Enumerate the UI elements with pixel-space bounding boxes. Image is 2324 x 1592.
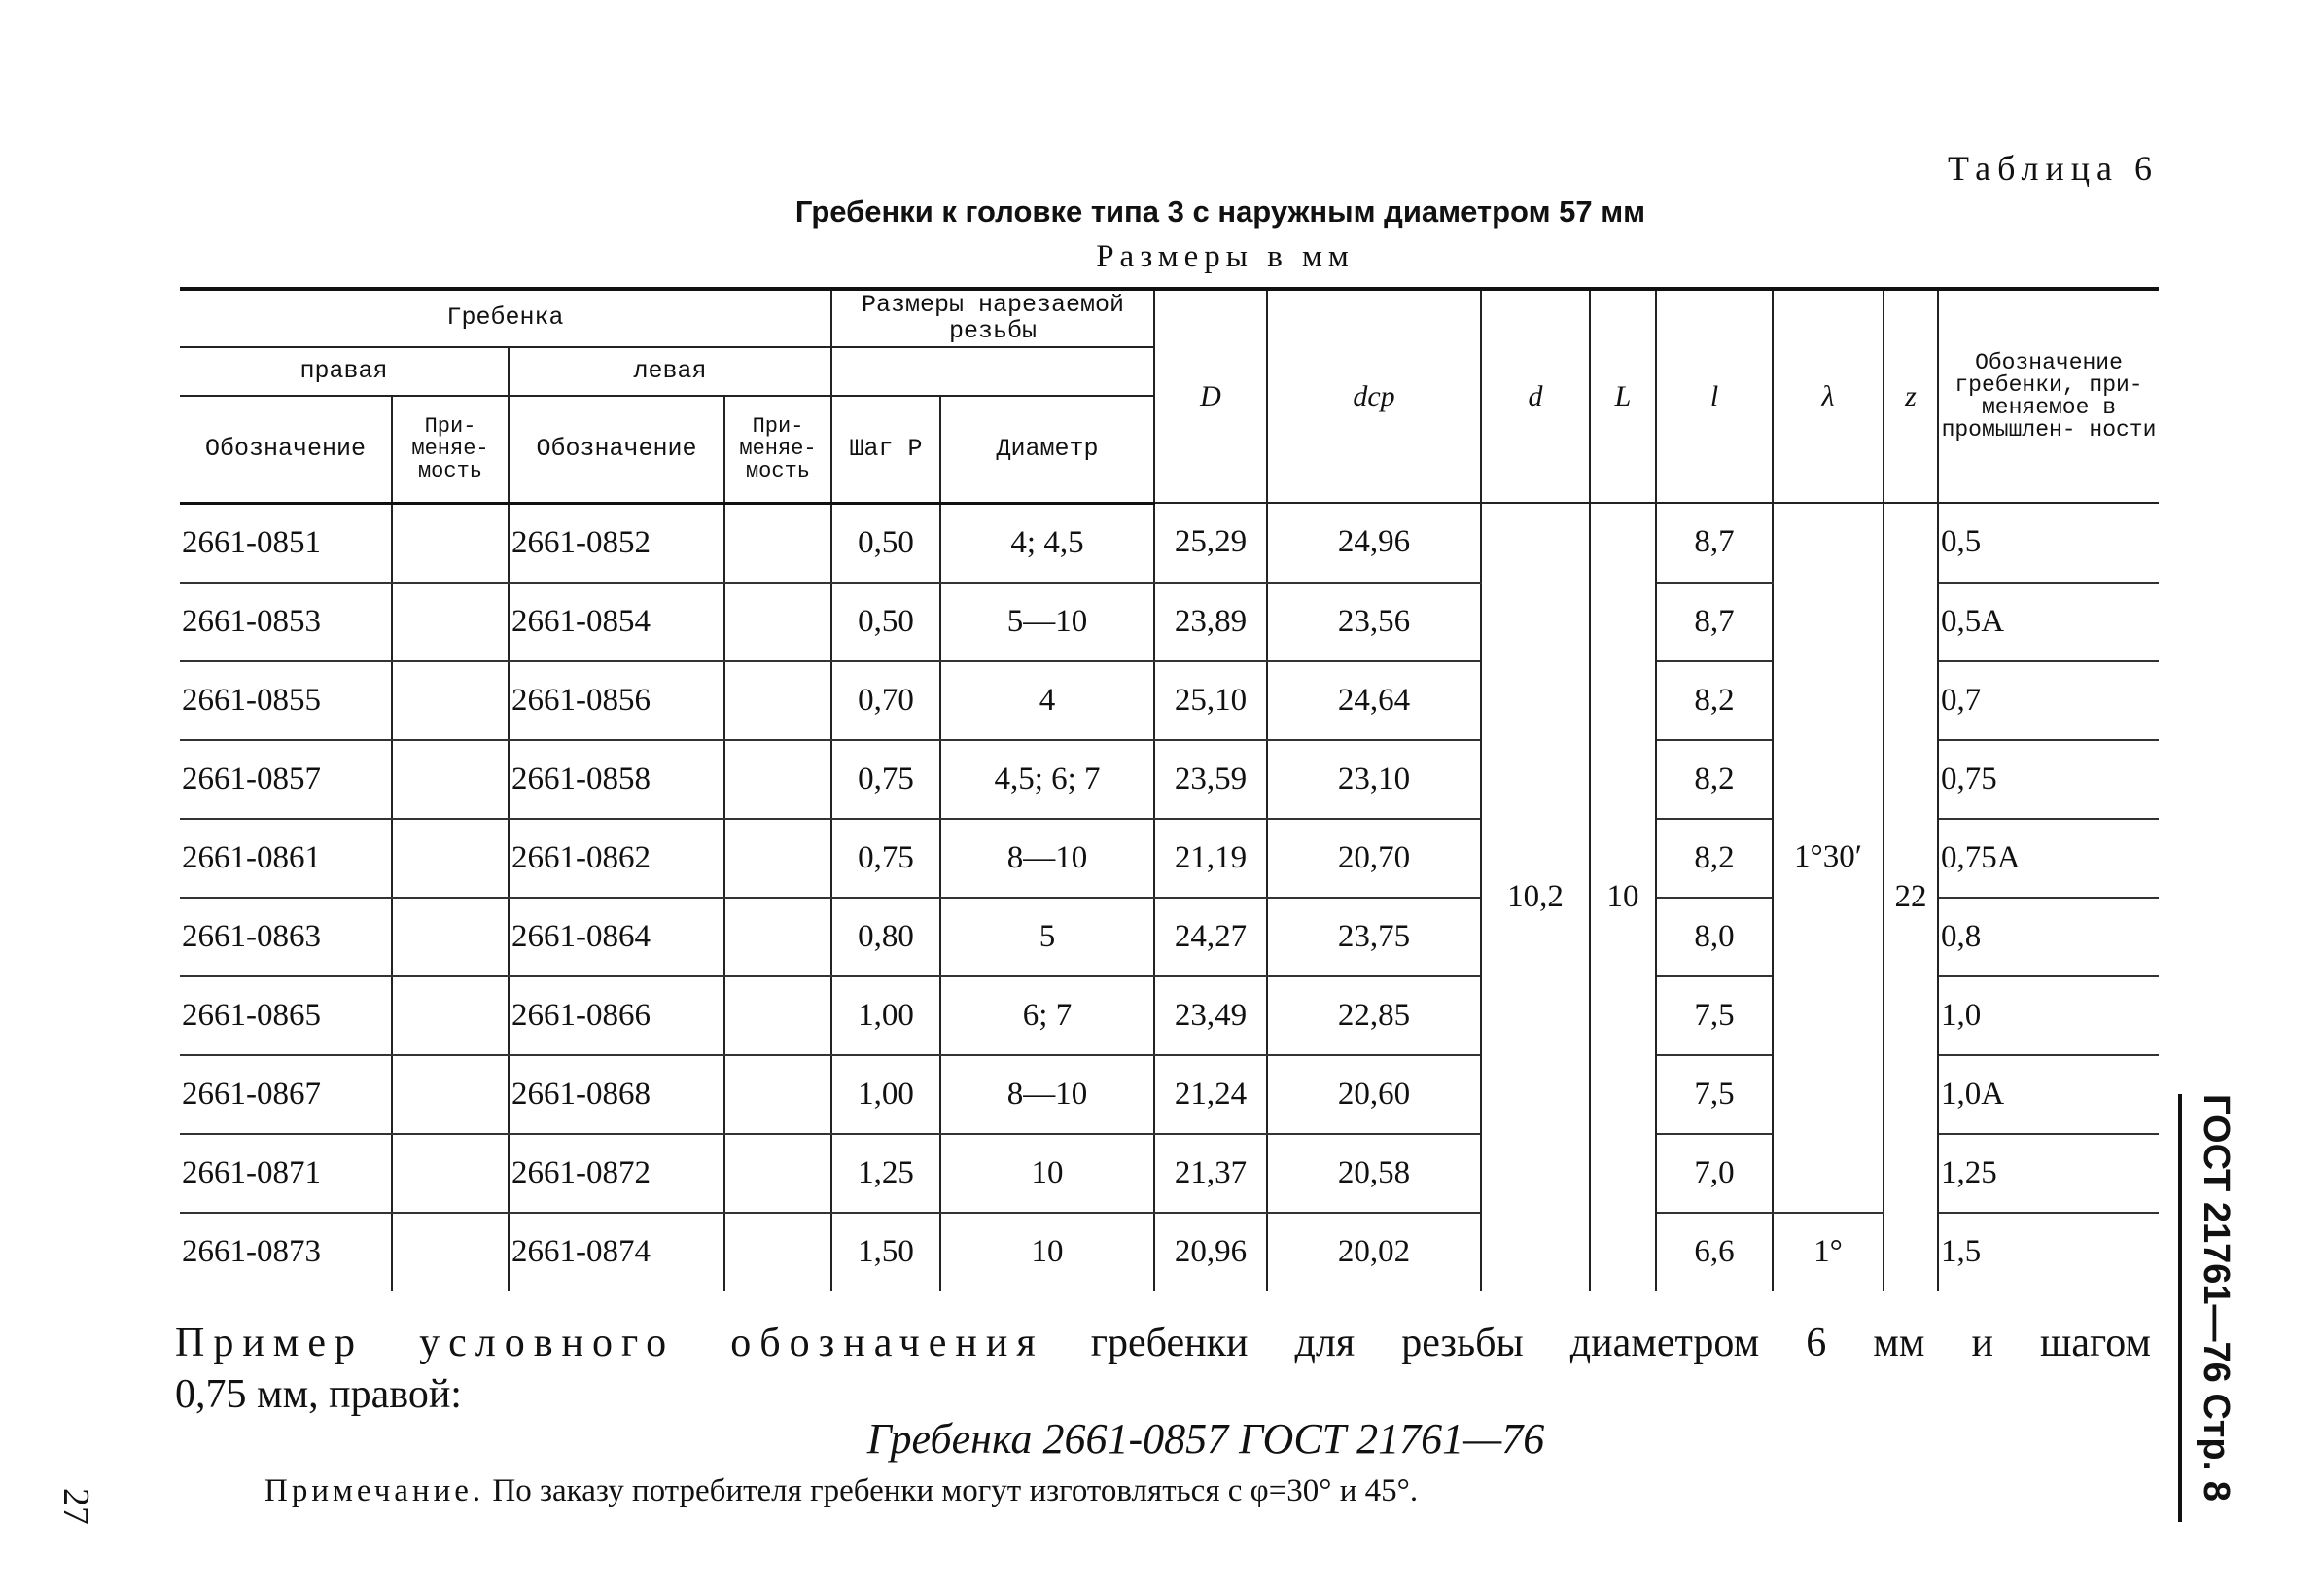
diameter-cell: 8—10 bbox=[940, 1055, 1154, 1134]
dcp-cell: 23,56 bbox=[1267, 583, 1481, 661]
D-cell: 21,37 bbox=[1154, 1134, 1267, 1213]
header-grebenka: Гребенка bbox=[180, 289, 831, 347]
right-designation-cell: 2661-0873 bbox=[180, 1213, 392, 1291]
right-designation-cell: 2661-0865 bbox=[180, 976, 392, 1055]
left-designation-cell: 2661-0874 bbox=[509, 1213, 724, 1291]
right-designation-cell: 2661-0857 bbox=[180, 740, 392, 819]
header-L: L bbox=[1590, 289, 1656, 503]
header-industry-designation: Обозначение гребенки, при- меняемое в промышлен- ности bbox=[1938, 289, 2159, 503]
left-applicability-cell bbox=[724, 583, 831, 661]
left-applicability-cell bbox=[724, 898, 831, 976]
left-designation-cell: 2661-0864 bbox=[509, 898, 724, 976]
right-applicability-cell bbox=[392, 976, 509, 1055]
l-cell: 7,5 bbox=[1656, 976, 1773, 1055]
left-designation-cell: 2661-0856 bbox=[509, 661, 724, 740]
example-designation: Гребенка 2661-0857 ГОСТ 21761—76 bbox=[866, 1415, 1545, 1463]
right-applicability-cell bbox=[392, 661, 509, 740]
left-applicability-cell bbox=[724, 1055, 831, 1134]
D-cell: 23,49 bbox=[1154, 976, 1267, 1055]
dcp-cell: 24,96 bbox=[1267, 503, 1481, 583]
note-text: По заказу потребителя гребенки могут изготовляться с φ=30° и 45°. bbox=[492, 1473, 1419, 1508]
diameter-cell: 10 bbox=[940, 1134, 1154, 1213]
header-pravaya: правая bbox=[180, 347, 509, 396]
industry-designation-cell: 1,5 bbox=[1938, 1213, 2159, 1291]
diameter-cell: 8—10 bbox=[940, 819, 1154, 898]
D-cell: 25,29 bbox=[1154, 503, 1267, 583]
right-applicability-cell bbox=[392, 1213, 509, 1291]
right-applicability-cell bbox=[392, 898, 509, 976]
pitch-cell: 0,50 bbox=[831, 583, 940, 661]
right-designation-cell: 2661-0855 bbox=[180, 661, 392, 740]
note-label: Примечание. bbox=[264, 1473, 485, 1508]
spec-table bbox=[180, 287, 2159, 1291]
D-cell: 21,19 bbox=[1154, 819, 1267, 898]
pitch-cell: 0,75 bbox=[831, 740, 940, 819]
right-applicability-cell bbox=[392, 819, 509, 898]
left-applicability-cell bbox=[724, 661, 831, 740]
pitch-cell: 0,50 bbox=[831, 503, 940, 583]
example-text-line2: 0,75 мм, правой: bbox=[175, 1372, 462, 1417]
industry-designation-cell: 1,0A bbox=[1938, 1055, 2159, 1134]
pitch-cell: 1,25 bbox=[831, 1134, 940, 1213]
industry-designation-cell: 0,75A bbox=[1938, 819, 2159, 898]
left-designation-cell: 2661-0872 bbox=[509, 1134, 724, 1213]
diameter-cell: 5—10 bbox=[940, 583, 1154, 661]
table-row bbox=[180, 503, 2159, 583]
pitch-cell: 0,80 bbox=[831, 898, 940, 976]
table-title: Гребенки к головке типа 3 с наружным диаметром 57 мм bbox=[794, 195, 1646, 229]
note bbox=[264, 1473, 1418, 1509]
header-thread-sizes: Размеры нарезаемой резьбы bbox=[831, 289, 1154, 347]
dcp-cell: 20,60 bbox=[1267, 1055, 1481, 1134]
l-cell: 6,6 bbox=[1656, 1213, 1773, 1291]
table-row bbox=[180, 1213, 2159, 1291]
header-right-designation: Обозначение bbox=[180, 396, 392, 503]
l-cell: 7,5 bbox=[1656, 1055, 1773, 1134]
industry-designation-cell: 0,8 bbox=[1938, 898, 2159, 976]
dcp-cell: 23,75 bbox=[1267, 898, 1481, 976]
left-designation-cell: 2661-0858 bbox=[509, 740, 724, 819]
example-sentence bbox=[175, 1320, 2151, 1366]
right-applicability-cell bbox=[392, 503, 509, 583]
diameter-cell: 4; 4,5 bbox=[940, 503, 1154, 583]
right-designation-cell: 2661-0863 bbox=[180, 898, 392, 976]
table-number: Таблица 6 bbox=[1948, 149, 2159, 188]
header-left-designation: Обозначение bbox=[509, 396, 724, 503]
left-designation-cell: 2661-0868 bbox=[509, 1055, 724, 1134]
diameter-cell: 6; 7 bbox=[940, 976, 1154, 1055]
example-label: Пример условного обозначения bbox=[175, 1321, 1044, 1365]
right-designation-cell: 2661-0851 bbox=[180, 503, 392, 583]
pitch-cell: 1,00 bbox=[831, 1055, 940, 1134]
diameter-cell: 5 bbox=[940, 898, 1154, 976]
left-applicability-cell bbox=[724, 1213, 831, 1291]
dcp-cell: 23,10 bbox=[1267, 740, 1481, 819]
industry-designation-cell: 0,5A bbox=[1938, 583, 2159, 661]
diameter-cell: 4 bbox=[940, 661, 1154, 740]
l-cell: 7,0 bbox=[1656, 1134, 1773, 1213]
dcp-cell: 22,85 bbox=[1267, 976, 1481, 1055]
pitch-cell: 0,75 bbox=[831, 819, 940, 898]
l-cell: 8,2 bbox=[1656, 661, 1773, 740]
header-levaya: левая bbox=[509, 347, 831, 396]
pitch-cell: 1,50 bbox=[831, 1213, 940, 1291]
left-applicability-cell bbox=[724, 503, 831, 583]
header-diameter: Диаметр bbox=[940, 396, 1154, 503]
diameter-cell: 4,5; 6; 7 bbox=[940, 740, 1154, 819]
page-number: 27 bbox=[55, 1488, 96, 1525]
industry-designation-cell: 0,75 bbox=[1938, 740, 2159, 819]
D-cell: 23,89 bbox=[1154, 583, 1267, 661]
left-designation-cell: 2661-0866 bbox=[509, 976, 724, 1055]
right-applicability-cell bbox=[392, 740, 509, 819]
header-d: d bbox=[1481, 289, 1590, 503]
left-applicability-cell bbox=[724, 740, 831, 819]
dcp-cell: 20,02 bbox=[1267, 1213, 1481, 1291]
side-stamp: ГОСТ 21761—76 Стр. 8 bbox=[2178, 1094, 2236, 1522]
header-z: z bbox=[1884, 289, 1938, 503]
industry-designation-cell: 1,25 bbox=[1938, 1134, 2159, 1213]
header-lambda: λ bbox=[1773, 289, 1884, 503]
l-cell: 8,2 bbox=[1656, 740, 1773, 819]
left-designation-cell: 2661-0854 bbox=[509, 583, 724, 661]
left-applicability-cell bbox=[724, 976, 831, 1055]
dcp-cell: 20,58 bbox=[1267, 1134, 1481, 1213]
lambda-last-cell: 1° bbox=[1773, 1213, 1884, 1291]
dcp-cell: 20,70 bbox=[1267, 819, 1481, 898]
l-cell: 8,0 bbox=[1656, 898, 1773, 976]
L-shared-cell: 10 bbox=[1590, 503, 1656, 1291]
industry-designation-cell: 1,0 bbox=[1938, 976, 2159, 1055]
header-right-applicability: При- меняе- мость bbox=[392, 396, 509, 503]
diameter-cell: 10 bbox=[940, 1213, 1154, 1291]
right-designation-cell: 2661-0861 bbox=[180, 819, 392, 898]
right-applicability-cell bbox=[392, 1055, 509, 1134]
right-applicability-cell bbox=[392, 583, 509, 661]
header-pitch: Шаг P bbox=[831, 396, 940, 503]
left-applicability-cell bbox=[724, 1134, 831, 1213]
d-shared-cell: 10,2 bbox=[1481, 503, 1590, 1291]
industry-designation-cell: 0,7 bbox=[1938, 661, 2159, 740]
l-cell: 8,2 bbox=[1656, 819, 1773, 898]
left-applicability-cell bbox=[724, 819, 831, 898]
lambda-shared-cell: 1°30′ bbox=[1773, 503, 1884, 1213]
right-applicability-cell bbox=[392, 1134, 509, 1213]
right-designation-cell: 2661-0853 bbox=[180, 583, 392, 661]
header-dcp: dср bbox=[1267, 289, 1481, 503]
header-D: D bbox=[1154, 289, 1267, 503]
z-shared-cell: 22 bbox=[1884, 503, 1938, 1291]
header-left-applicability: При- меняе- мость bbox=[724, 396, 831, 503]
D-cell: 23,59 bbox=[1154, 740, 1267, 819]
D-cell: 25,10 bbox=[1154, 661, 1267, 740]
l-cell: 8,7 bbox=[1656, 503, 1773, 583]
dcp-cell: 24,64 bbox=[1267, 661, 1481, 740]
D-cell: 20,96 bbox=[1154, 1213, 1267, 1291]
D-cell: 24,27 bbox=[1154, 898, 1267, 976]
left-designation-cell: 2661-0852 bbox=[509, 503, 724, 583]
example-text: гребенки для резьбы диаметром 6 мм и шагом bbox=[1090, 1321, 2151, 1365]
l-cell: 8,7 bbox=[1656, 583, 1773, 661]
spec-table-body bbox=[180, 503, 2159, 1291]
table-units: Размеры в мм bbox=[1096, 239, 1355, 274]
right-designation-cell: 2661-0871 bbox=[180, 1134, 392, 1213]
pitch-cell: 0,70 bbox=[831, 661, 940, 740]
left-designation-cell: 2661-0862 bbox=[509, 819, 724, 898]
industry-designation-cell: 0,5 bbox=[1938, 503, 2159, 583]
header-l: l bbox=[1656, 289, 1773, 503]
header-thread-blank bbox=[831, 347, 1154, 396]
right-designation-cell: 2661-0867 bbox=[180, 1055, 392, 1134]
pitch-cell: 1,00 bbox=[831, 976, 940, 1055]
D-cell: 21,24 bbox=[1154, 1055, 1267, 1134]
